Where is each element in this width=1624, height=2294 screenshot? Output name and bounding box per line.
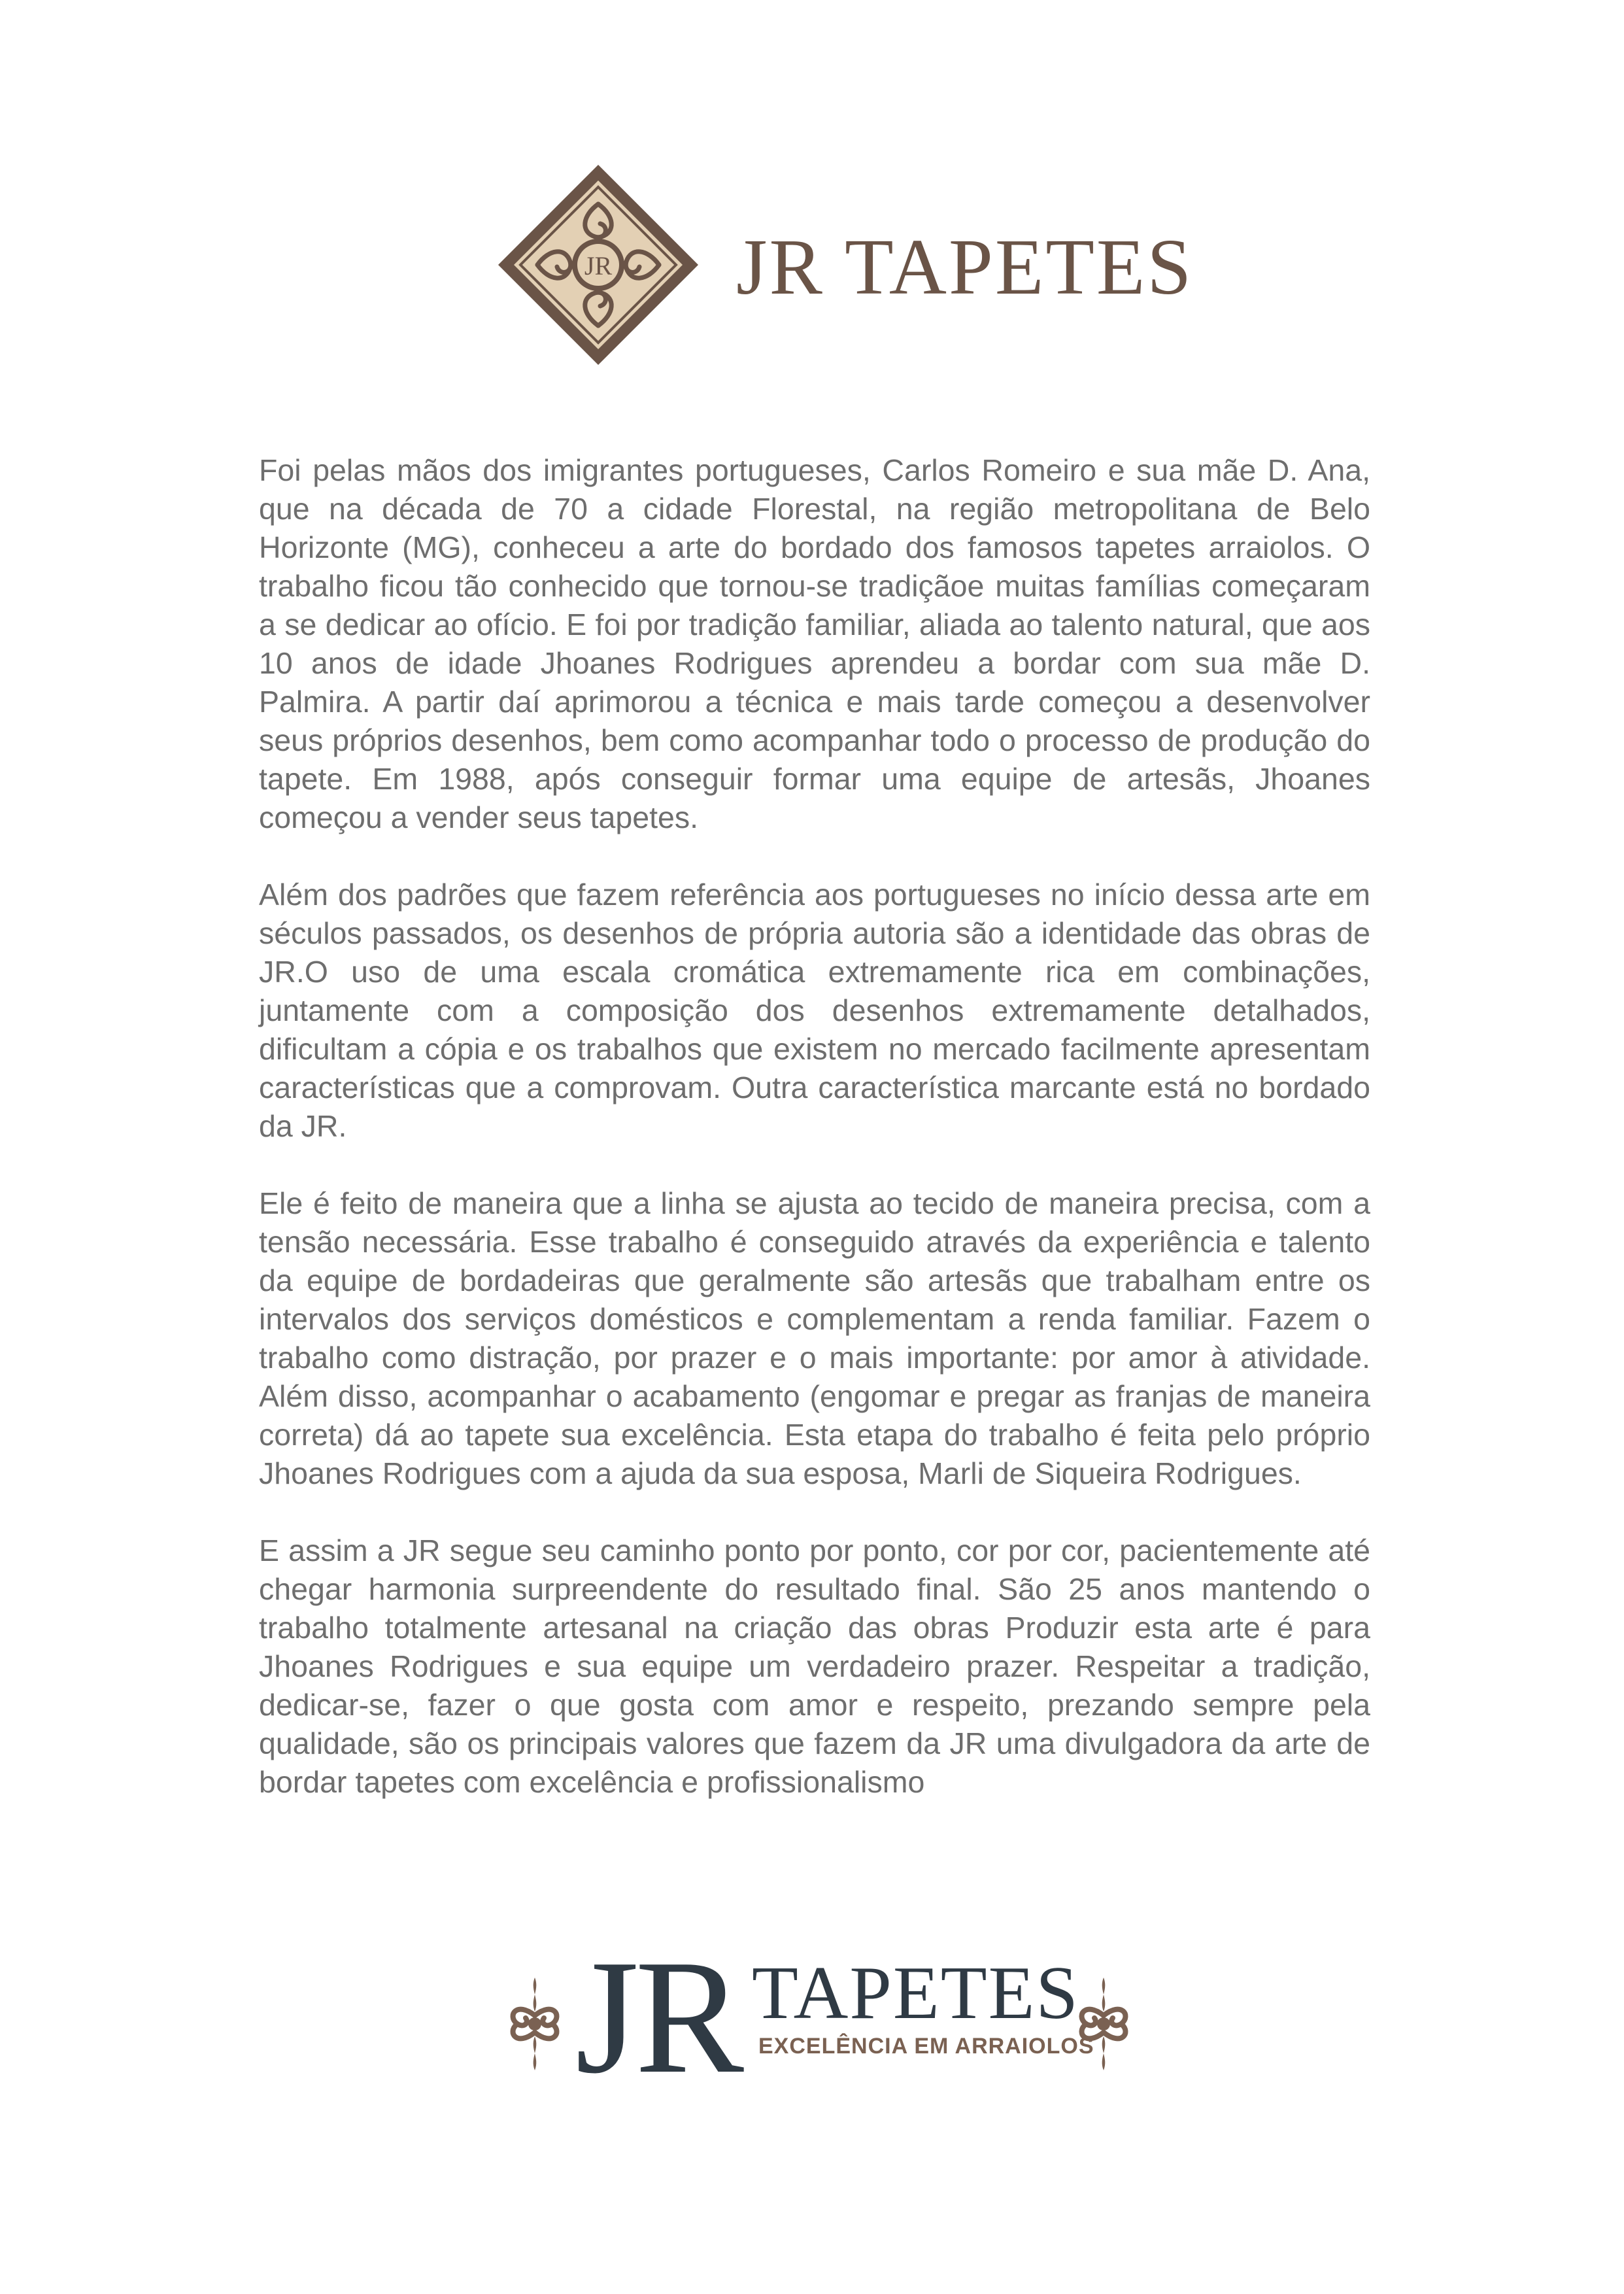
brand-wordmark: JR TAPETES xyxy=(736,223,1194,311)
top-logo xyxy=(497,163,1194,366)
svg-text:JR: JR xyxy=(584,251,613,281)
paragraph: Ele é feito de maneira que a linha se ajusta ao tecido de maneira precisa, com a tensão necessária. Esse trabalho é conseguido através da experiência e talento da equipe de bordadeiras que geralmente são artesãs que trabalham entre os intervalos dos serviços domésticos e complementam a renda familiar. Fazem o trabalho como distração, por prazer e o mais importante: por amor à atividade. Além disso, acompanhar o acabamento (engomar e pregar as franjas de maneira correta) dá ao tapete sua excelência. Esta etapa do trabalho é feita pelo próprio Jhoanes Rodrigues com a ajuda da sua esposa, Marli de Siqueira Rodrigues. xyxy=(259,1186,1370,1490)
bottom-logo xyxy=(497,1926,1151,2112)
flourish-ornament-icon xyxy=(503,1975,566,2073)
diamond-emblem-icon xyxy=(497,163,700,366)
paragraph: E assim a JR segue seu caminho ponto por ponto, cor por cor, pacientemente até chegar harmonia surpreendente do resultado final. São 25 anos mantendo o trabalho totalmente artesanal na criação das obras Produzir esta arte é para Jhoanes Rodrigues e sua equipe um verdadeiro prazer. Respeitar a tradição, dedicar-se, fazer o que gosta com amor e respeito, prezando sempre pela qualidade, são os principais valores que fazem da JR uma divulgadora da arte de bordar tapetes com excelência e profissionalismo xyxy=(259,1533,1370,1799)
footer-brand: TAPETES xyxy=(752,1951,1079,2035)
flourish-ornament-icon xyxy=(1072,1975,1135,2073)
footer-tagline: EXCELÊNCIA EM ARRAIOLOS xyxy=(758,2034,1094,2059)
paragraph: Foi pelas mãos dos imigrantes portugueses, Carlos Romeiro e sua mãe D. Ana, que na década de 70 a cidade Florestal, na região metropolitana de Belo Horizonte (MG), conheceu a arte do bordado dos famosos tapetes arraiolos. O trabalho ficou tão conhecido que tornou-se tradiçãoe muitas famílias começaram a se dedicar ao ofício. E foi por tradição familiar, aliada ao talento natural, que aos 10 anos de idade Jhoanes Rodrigues aprendeu a bordar com sua mãe D. Palmira. A partir daí aprimorou a técnica e mais tarde começou a desenvolver seus próprios desenhos, bem como acompanhar todo o processo de produção do tapete. Em 1988, após conseguir formar uma equipe de artesãs, Jhoanes começou a vender seus tapetes. xyxy=(259,453,1370,834)
footer-monogram: JR xyxy=(575,1926,741,2108)
paragraph: Além dos padrões que fazem referência aos portugueses no início dessa arte em séculos passados, os desenhos de própria autoria são a identidade das obras de JR.O uso de uma escala cromática extremamente rica em combinações, juntamente com a composição dos desenhos extremamente detalhados, dificultam a cópia e os trabalhos que existem no mercado facilmente apresentam características que a comprovam. Outra característica marcante está no bordado da JR. xyxy=(259,878,1370,1143)
article-body xyxy=(259,451,1370,1802)
